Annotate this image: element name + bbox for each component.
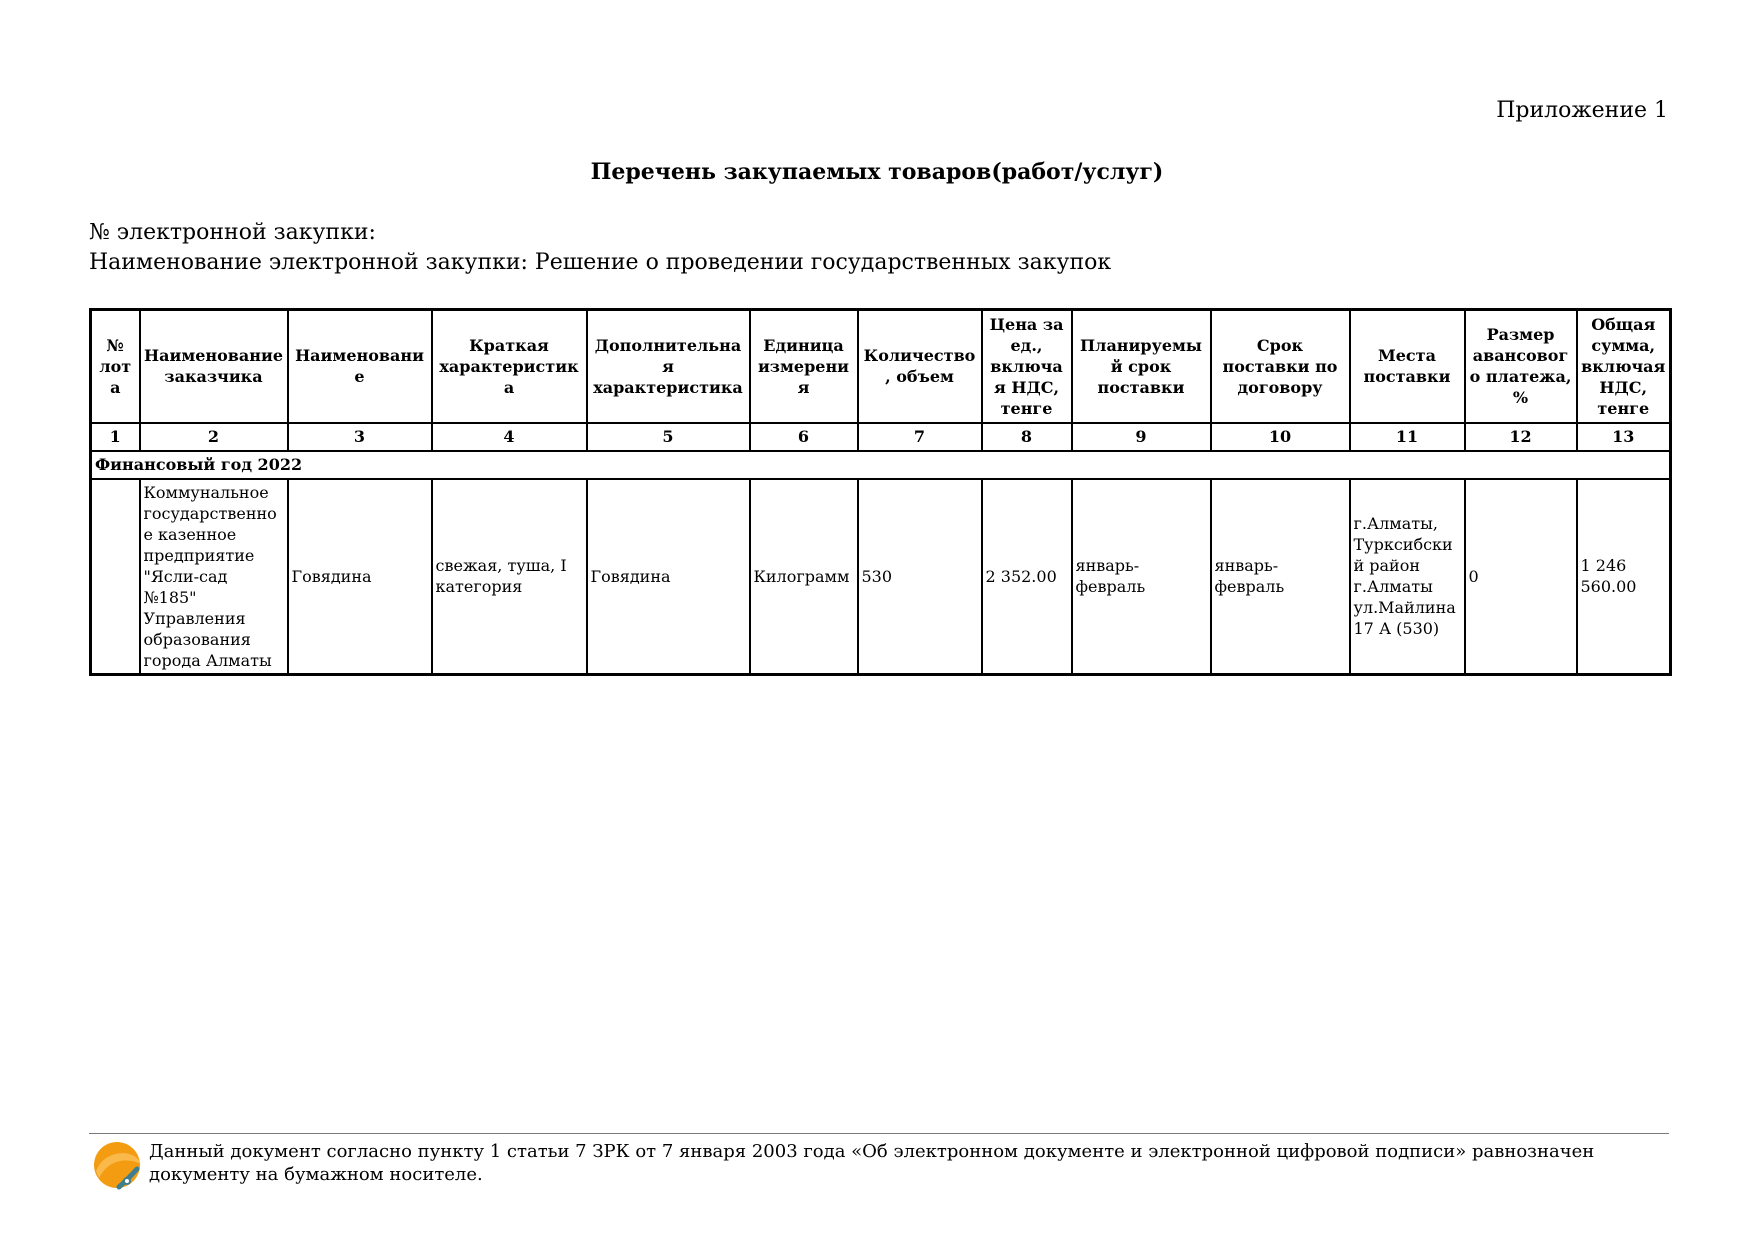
purchase-number: № электронной закупки: bbox=[89, 220, 376, 245]
purchase-name: Наименование электронной закупки: Решение о проведении государственных закупок bbox=[89, 250, 1112, 275]
column-number: 3 bbox=[288, 423, 432, 451]
column-header-advance-payment: Размер авансового платежа, % bbox=[1465, 310, 1577, 423]
footer-divider bbox=[89, 1133, 1669, 1134]
column-number: 8 bbox=[982, 423, 1072, 451]
column-header-short-description: Краткая характеристика bbox=[432, 310, 587, 423]
cell-delivery-place: г.Алматы, Турксибский район г.Алматы ул.Майлина 17 А (530) bbox=[1350, 479, 1465, 675]
column-header-delivery-place: Места поставки bbox=[1350, 310, 1465, 423]
cell-additional-description: Говядина bbox=[587, 479, 750, 675]
column-number: 2 bbox=[140, 423, 288, 451]
column-number: 4 bbox=[432, 423, 587, 451]
column-header-customer: Наименование заказчика bbox=[140, 310, 288, 423]
cell-quantity: 530 bbox=[858, 479, 982, 675]
cell-unit: Килограмм bbox=[750, 479, 858, 675]
column-header-lot-number: № лота bbox=[91, 310, 140, 423]
financial-year-row bbox=[91, 451, 1671, 479]
footer-legal-note: Данный документ согласно пункту 1 статьи 7 ЗРК от 7 января 2003 года «Об электронном документе и электронной цифровой подписи» равнозначен документу на бумажном носителе. bbox=[149, 1141, 1595, 1185]
cell-advance-payment: 0 bbox=[1465, 479, 1577, 675]
column-header-unit: Единица измерения bbox=[750, 310, 858, 423]
page-title: Перечень закупаемых товаров(работ/услуг) bbox=[590, 159, 1164, 185]
column-number: 13 bbox=[1577, 423, 1671, 451]
column-header-planned-term: Планируемый срок поставки bbox=[1072, 310, 1211, 423]
column-header-name: Наименование bbox=[288, 310, 432, 423]
column-header-total-amount: Общая сумма, включая НДС, тенге bbox=[1577, 310, 1671, 423]
table-row bbox=[91, 479, 1671, 675]
table-header-row bbox=[91, 310, 1671, 423]
cell-unit-price: 2 352.00 bbox=[982, 479, 1072, 675]
column-number: 12 bbox=[1465, 423, 1577, 451]
logo-dot-shape bbox=[124, 1178, 130, 1184]
cell-contract-term: январь-февраль bbox=[1211, 479, 1350, 675]
column-number-row bbox=[91, 423, 1671, 451]
cell-customer: Коммунальное государственное казенное предприятие "Ясли-сад №185" Управления образования города Алматы bbox=[140, 479, 288, 675]
egov-logo-icon bbox=[93, 1140, 143, 1190]
column-number: 1 bbox=[91, 423, 140, 451]
column-header-contract-term: Срок поставки по договору bbox=[1211, 310, 1350, 423]
cell-planned-term: январь-февраль bbox=[1072, 479, 1211, 675]
column-number: 11 bbox=[1350, 423, 1465, 451]
appendix-label: Приложение 1 bbox=[1496, 98, 1668, 123]
cell-name: Говядина bbox=[288, 479, 432, 675]
cell-lot-number bbox=[91, 479, 140, 675]
column-header-unit-price: Цена за ед., включая НДС, тенге bbox=[982, 310, 1072, 423]
column-number: 7 bbox=[858, 423, 982, 451]
procurement-table bbox=[89, 308, 1672, 676]
financial-year-label: Финансовый год 2022 bbox=[91, 451, 1671, 479]
column-header-additional-description: Дополнительная характеристика bbox=[587, 310, 750, 423]
cell-total-amount: 1 246 560.00 bbox=[1577, 479, 1671, 675]
column-number: 10 bbox=[1211, 423, 1350, 451]
column-number: 6 bbox=[750, 423, 858, 451]
column-number: 9 bbox=[1072, 423, 1211, 451]
cell-short-description: свежая, туша, I категория bbox=[432, 479, 587, 675]
column-number: 5 bbox=[587, 423, 750, 451]
column-header-quantity: Количество, объем bbox=[858, 310, 982, 423]
